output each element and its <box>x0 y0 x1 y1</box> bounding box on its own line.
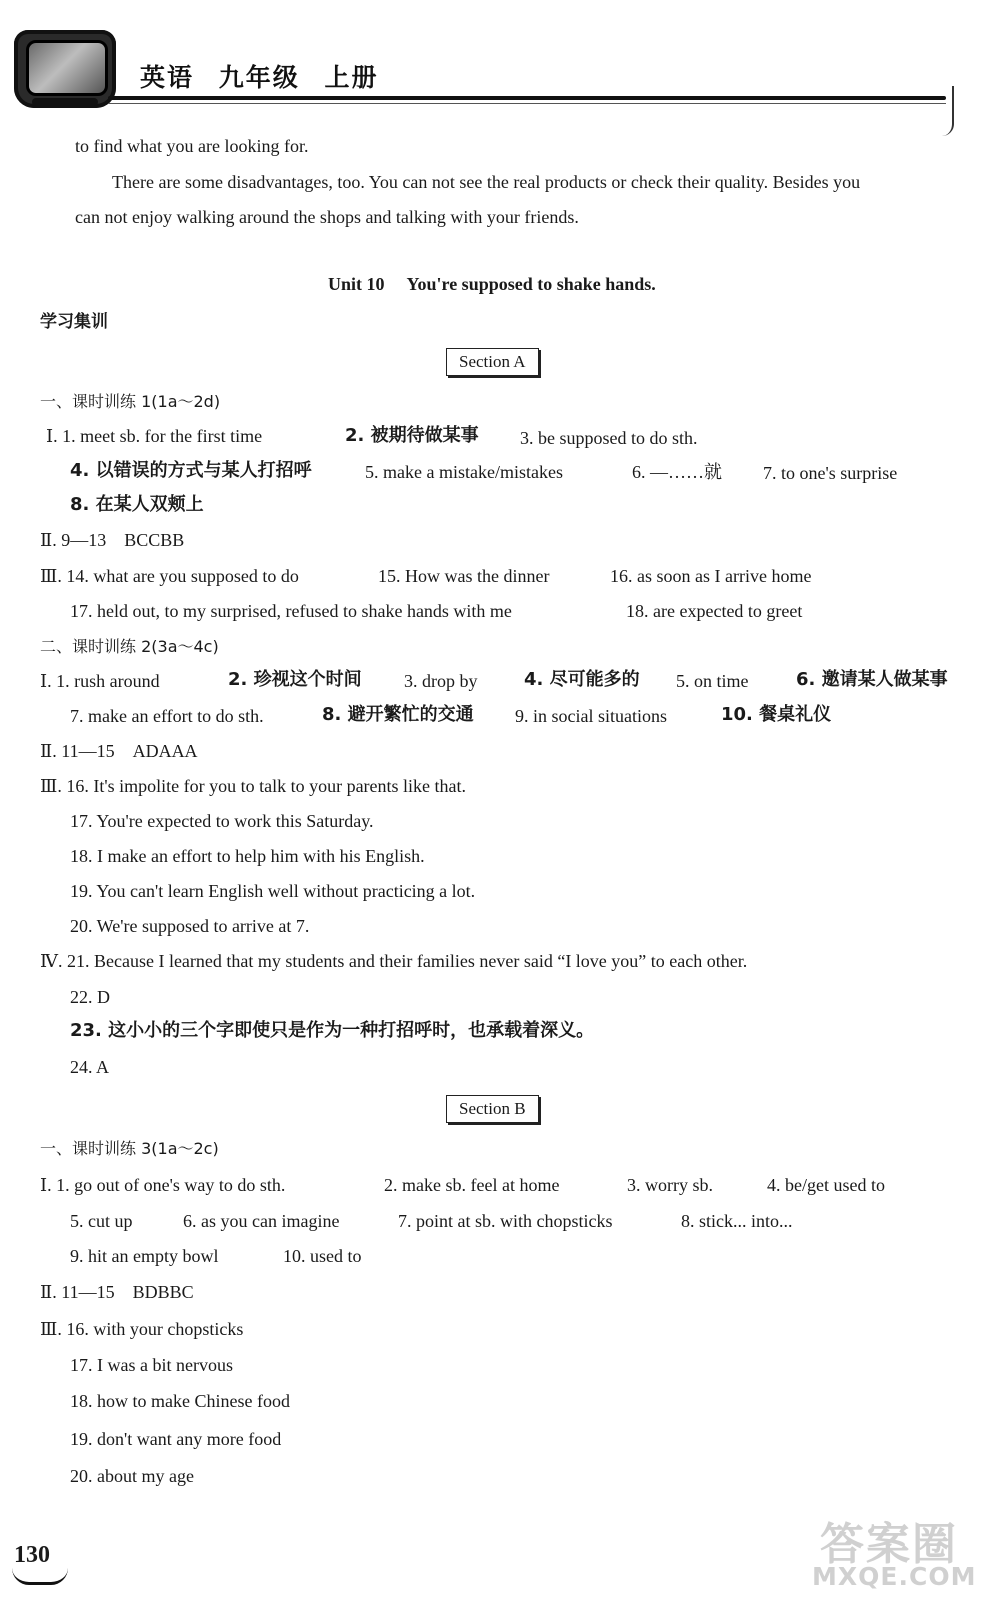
answer-item: 10. used to <box>283 1246 362 1266</box>
watermark-en: MXQE.COM <box>812 1562 977 1591</box>
answer-item: 8. 避开繁忙的交通 <box>322 704 474 725</box>
study-label: 学习集训 <box>40 312 108 332</box>
answer-item: 18. I make an effort to help him with his English. <box>70 846 425 866</box>
answer-item: 7. to one's surprise <box>763 463 898 483</box>
lesson2-title: 二、课时训练 2(3a～4c) <box>40 637 219 656</box>
intro-line-2: There are some disadvantages, too. You can not see the real products or check their quality. Besides you <box>112 172 861 192</box>
answer-item: 5. cut up <box>70 1211 133 1231</box>
answer-item: 16. as soon as I arrive home <box>610 566 812 586</box>
answer-item: Ⅲ. 14. what are you supposed to do <box>40 566 299 586</box>
unit-title <box>328 274 678 295</box>
answer-item: 9. hit an empty bowl <box>70 1246 219 1266</box>
answer-item: 15. How was the dinner <box>378 566 550 586</box>
answer-item: Ⅲ. 16. It's impolite for you to talk to your parents like that. <box>40 776 467 796</box>
answer-item: 20. about my age <box>70 1466 194 1486</box>
answer-item: Ⅰ. 1. rush around <box>40 671 160 691</box>
answer-item: 19. You can't learn English well without practicing a lot. <box>70 881 476 901</box>
header-subject: 英语 <box>140 63 195 92</box>
answer-item: 2. make sb. feel at home <box>384 1175 560 1195</box>
lesson3-part2: Ⅱ. 11—15 BDBBC <box>40 1282 194 1302</box>
answer-item: 8. stick... into... <box>681 1211 793 1231</box>
answer-item: 24. A <box>70 1057 110 1077</box>
lesson2-part2: Ⅱ. 11—15 ADAAA <box>40 741 198 761</box>
answer-item: Ⅲ. 16. with your chopsticks <box>40 1319 244 1339</box>
answer-item: 7. make an effort to do sth. <box>70 706 264 726</box>
answer-item: 17. I was a bit nervous <box>70 1355 233 1375</box>
answer-item: 2. 珍视这个时间 <box>228 669 362 690</box>
answer-item: 17. held out, to my surprised, refused to shake hands with me <box>70 601 512 621</box>
answer-item: 6. —……就 <box>632 462 722 482</box>
answer-item: 3. be supposed to do sth. <box>520 428 698 448</box>
watermark <box>812 1508 996 1594</box>
answer-item: 8. 在某人双颊上 <box>70 494 204 515</box>
answer-item: Ⅳ. 21. Because I learned that my students and their families never said “I love you” to each other. <box>40 951 748 971</box>
page-number: 130 <box>14 1542 50 1568</box>
answer-item: Ⅰ. 1. go out of one's way to do sth. <box>40 1175 286 1195</box>
header-grade: 九年级 <box>218 63 300 92</box>
lesson3-title: 一、课时训练 3(1a～2c) <box>40 1139 219 1158</box>
lesson1-part2: Ⅱ. 9—13 BCCBB <box>40 530 185 550</box>
answer-item: 4. be/get used to <box>767 1175 885 1195</box>
answer-item: 3. worry sb. <box>627 1175 713 1195</box>
header-volume: 上册 <box>324 63 379 92</box>
answer-item: 9. in social situations <box>515 706 667 726</box>
answer-item: 20. We're supposed to arrive at 7. <box>70 916 310 936</box>
answer-item: 19. don't want any more food <box>70 1429 282 1449</box>
answer-item: 4. 以错误的方式与某人打招呼 <box>70 460 312 481</box>
answer-item: 18. how to make Chinese food <box>70 1391 290 1411</box>
answer-item: 7. point at sb. with chopsticks <box>398 1211 613 1231</box>
answer-item: 2. 被期待做某事 <box>345 425 479 446</box>
section-a-label: Section A <box>446 348 539 376</box>
watermark-cn: 答案圈 <box>820 1519 958 1570</box>
answer-item: 4. 尽可能多的 <box>524 669 640 690</box>
answer-item: 3. drop by <box>404 671 478 691</box>
section-b-label: Section B <box>446 1095 539 1123</box>
answer-item: 6. as you can imagine <box>183 1211 340 1231</box>
answer-item: 6. 邀请某人做某事 <box>796 669 948 690</box>
unit-name: You're supposed to shake hands. <box>406 274 656 294</box>
answer-item: 23. 这小小的三个字即使只是作为一种打招呼时，也承载着深义。 <box>70 1020 595 1041</box>
page-number-flourish <box>12 1568 68 1585</box>
answer-item: 5. on time <box>676 671 749 691</box>
answer-item: Ⅰ. 1. meet sb. for the first time <box>46 426 263 446</box>
answer-item: 17. You're expected to work this Saturday. <box>70 811 374 831</box>
intro-line-3: can not enjoy walking around the shops and talking with your friends. <box>75 207 579 227</box>
intro-line-1: to find what you are looking for. <box>75 136 309 156</box>
lesson1-title: 一、课时训练 1(1a～2d) <box>40 392 221 411</box>
answer-item: 10. 餐桌礼仪 <box>721 704 832 725</box>
answer-item: 22. D <box>70 987 110 1007</box>
answer-item: 5. make a mistake/mistakes <box>365 462 563 482</box>
answer-item: 18. are expected to greet <box>626 601 803 621</box>
unit-number: Unit 10 <box>328 274 385 294</box>
